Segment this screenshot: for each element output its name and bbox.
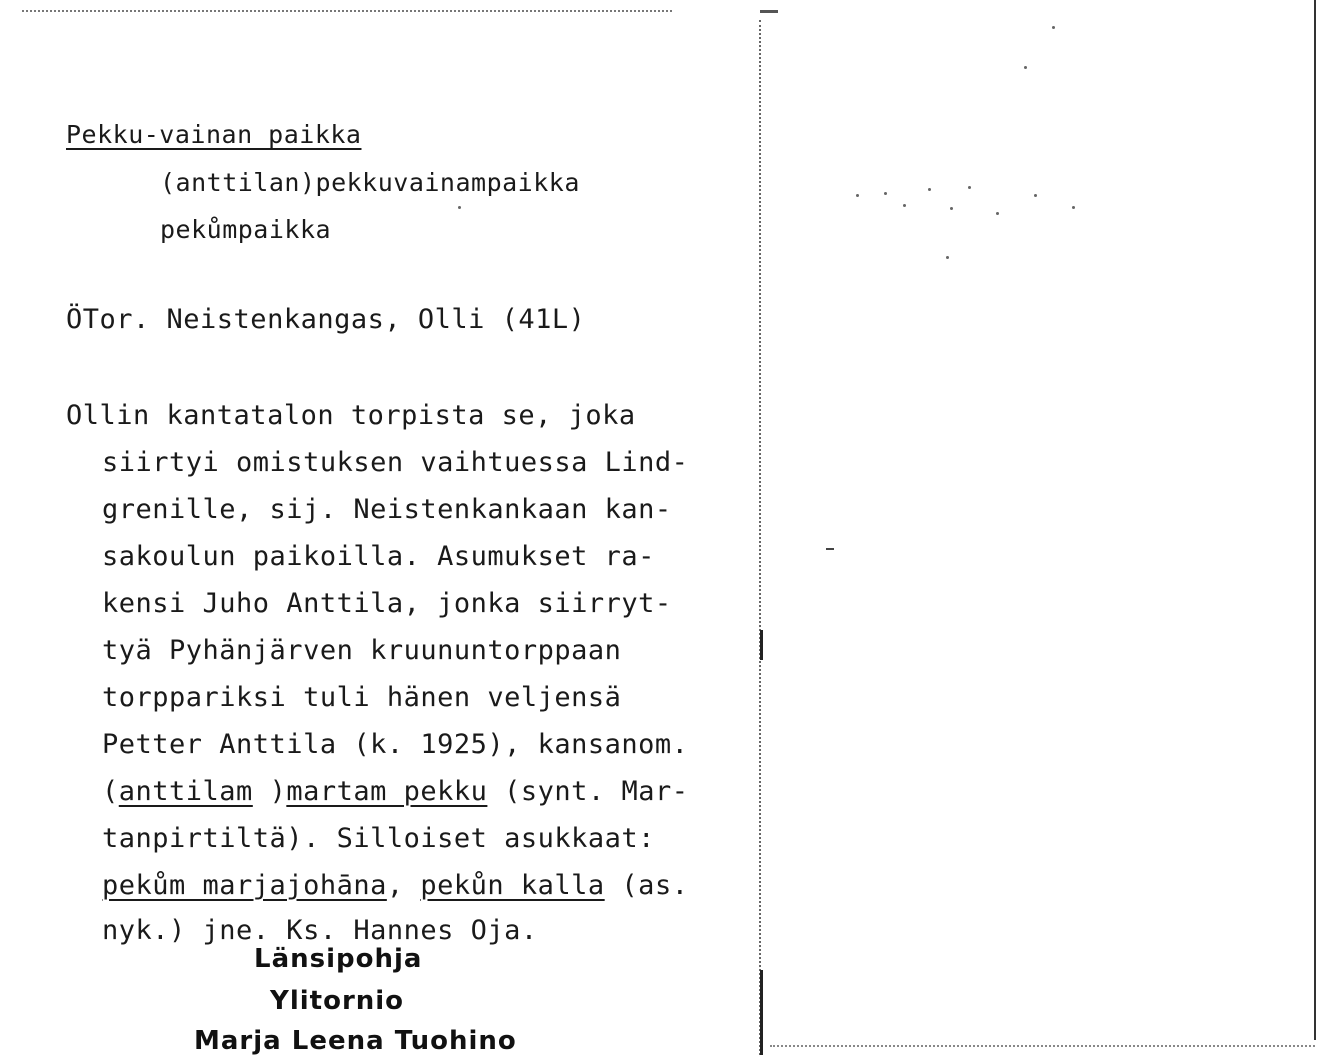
paren-open: ( [102,776,119,807]
scan-speck [1052,26,1055,29]
bottom-border [770,1045,1315,1047]
scan-speck [1034,194,1037,197]
body-line [102,776,688,807]
dialect-name: pekůn kalla [420,870,605,901]
scan-speck [1024,66,1027,69]
body-line: siirtyi omistuksen vaihtuessa Lind- [102,447,689,478]
scan-speck [968,186,971,189]
separator: ) [252,776,287,807]
scan-speck [458,206,461,209]
scan-speck [946,256,949,259]
dialect-name: martam pekku [286,776,488,807]
dialect-form: (anttilan)pekkuvainampaikka [160,168,580,197]
body-line: tanpirtiltä). Silloiset asukkaat: [102,823,655,854]
scan-speck [884,192,887,195]
top-border-mark [760,10,778,13]
separator: , [386,870,421,901]
body-line: grenille, sij. Neistenkankaan kan- [102,494,672,525]
dialect-name: pekům marjajohāna [102,870,387,901]
body-line: kensi Juho Anttila, jonka siirryt- [102,588,672,619]
body-line [102,870,688,901]
scan-speck [996,212,999,215]
stamp-collector: Marja Leena Tuohino [194,1026,517,1056]
scan-speck [1072,206,1075,209]
body-line: Petter Anttila (k. 1925), kansanom. [102,729,689,760]
column-divider-mark [760,970,763,1055]
scan-speck [950,207,953,210]
right-border [1314,0,1316,1040]
stamp-parish: Ylitornio [270,986,405,1016]
source-reference: ÖTor. Neistenkangas, Olli (41L) [66,304,586,335]
scan-speck [856,194,859,197]
column-divider [759,20,761,1055]
body-line: tyä Pyhänjärven kruununtorppaan [102,635,622,666]
scan-speck [928,188,931,191]
body-text: (synt. Mar- [487,776,689,807]
scan-mark [826,548,834,550]
place-name-heading: Pekku-vainan paikka [66,120,362,149]
column-divider-mark [760,630,763,660]
dialect-form: pekůmpaikka [160,215,332,244]
body-line: sakoulun paikoilla. Asumukset ra- [102,541,655,572]
top-border [22,10,672,12]
scan-speck [903,204,906,207]
stamp-region: Länsipohja [254,944,423,974]
body-line: Ollin kantatalon torpista se, joka [66,400,636,431]
body-text: (as. [604,870,689,901]
dialect-name: anttilam [118,776,253,807]
body-line: torppariksi tuli hänen veljensä [102,682,622,713]
body-line: nyk.) jne. Ks. Hannes Oja. [102,915,538,946]
